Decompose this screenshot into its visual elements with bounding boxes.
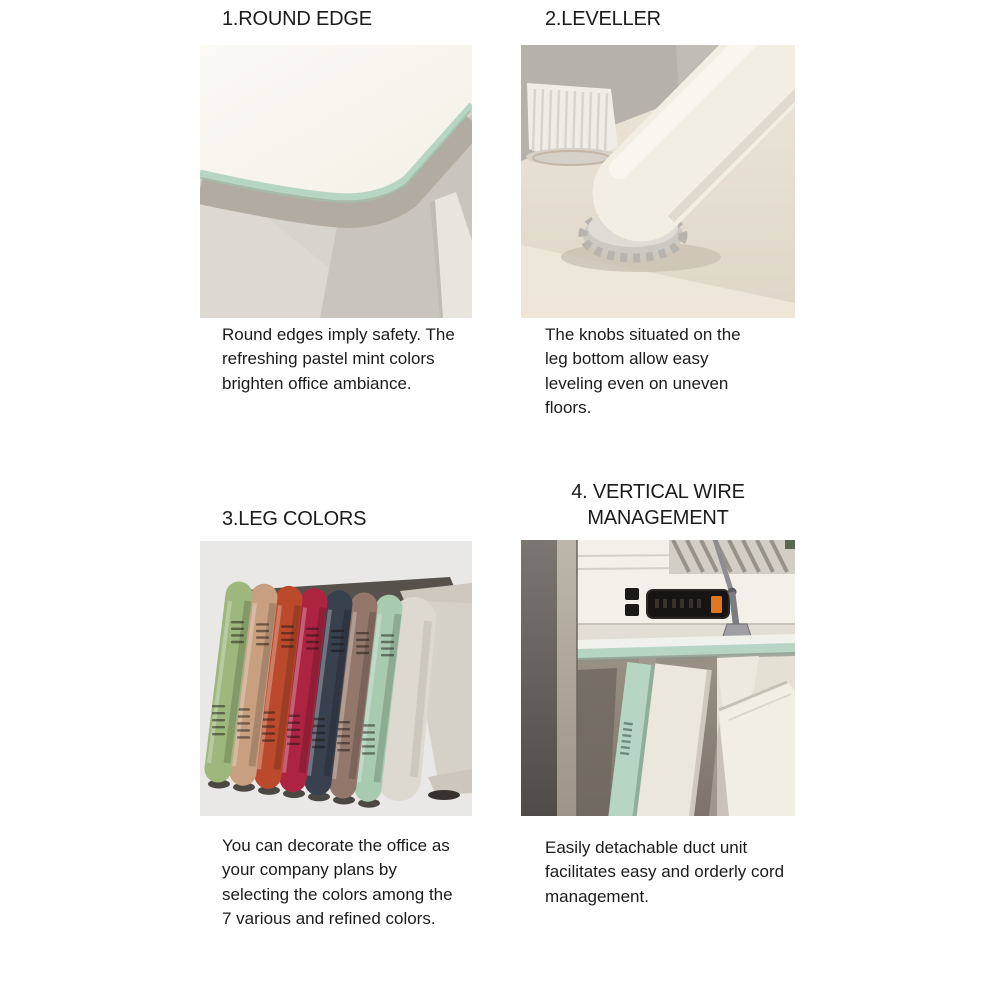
feature-title-round-edge: 1.ROUND EDGE — [222, 8, 372, 30]
feature-section-leveller — [521, 6, 795, 418]
feature-section-wire-management — [521, 479, 795, 906]
feature-section-leg-colors — [200, 506, 472, 929]
feature-description-wire-management: Easily detachable duct unit facilitates easy and orderly cord management. — [545, 838, 785, 906]
round-edge-graphic — [200, 45, 472, 318]
feature-description-round-edge: Round edges imply safety. The refreshing pastel mint colors brighten office ambiance. — [222, 325, 455, 393]
leveller-graphic — [521, 45, 795, 318]
wire-management-graphic — [521, 540, 795, 816]
leg-colors-photo — [200, 541, 472, 816]
leveller-photo — [521, 45, 795, 318]
round-edge-photo — [200, 45, 472, 318]
feature-section-round-edge — [200, 6, 472, 393]
feature-title-leveller: 2.LEVELLER — [545, 8, 661, 30]
leg-colors-graphic — [200, 541, 472, 816]
feature-title-leg-colors: 3.LEG COLORS — [222, 508, 367, 530]
feature-title-wire-management: 4. VERTICAL WIRE MANAGEMENT — [571, 481, 745, 529]
wire-management-photo — [521, 540, 795, 816]
feature-description-leg-colors: You can decorate the office as your company plans by selecting the colors among the 7 various and refined colors. — [222, 836, 453, 929]
feature-description-leveller: The knobs situated on the leg bottom allow easy leveling even on uneven floors. — [545, 325, 741, 418]
